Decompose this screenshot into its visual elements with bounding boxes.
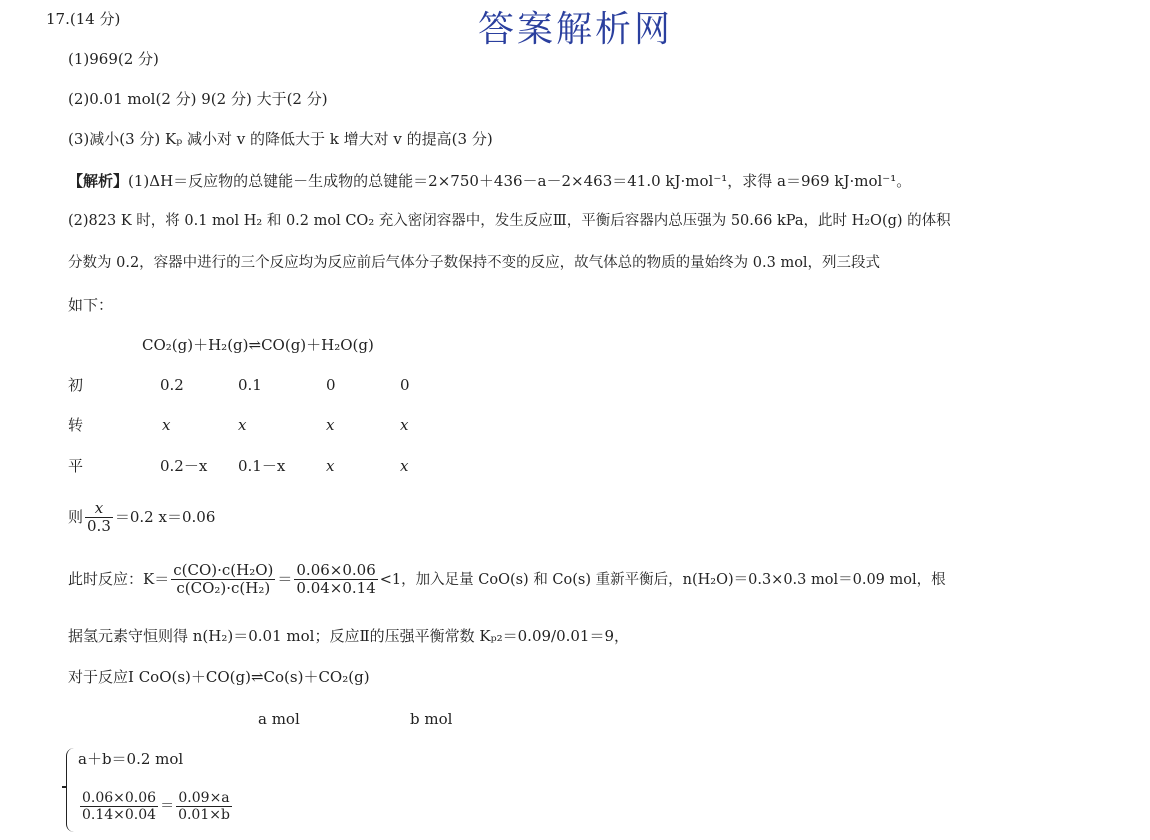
- analysis-text-1: (1)ΔH＝反应物的总键能－生成物的总键能＝2×750＋436－a－2×463＝41.0 kJ·mol⁻¹，求得 a＝969 kJ·mol⁻¹。: [128, 172, 912, 190]
- fraction-denominator: 0.14×0.04: [82, 807, 157, 824]
- answer-1: (1)969(2 分): [68, 50, 159, 68]
- analysis-paragraph-2-line-1: (2)823 K 时，将 0.1 mol H₂ 和 0.2 mol CO₂ 充入密闭容器中，发生反应Ⅲ，平衡后容器内总压强为 50.66 kPa，此时 H₂O(g) 的体积: [68, 213, 951, 229]
- table-cell: 0.2－x: [160, 457, 208, 475]
- hydrogen-conservation-line: 据氢元素守恒则得 n(H₂)＝0.01 mol；反应Ⅱ的压强平衡常数 Kₚ₂＝0.09/0.01＝9，: [68, 627, 630, 645]
- k-rest: <1，加入足量 CoO(s) 和 Co(s) 重新平衡后，n(H₂O)＝0.3×0.3 mol＝0.09 mol，根: [379, 571, 946, 588]
- reaction-equation: CO₂(g)＋H₂(g)⇌CO(g)＋H₂O(g): [142, 336, 374, 354]
- table-cell: x: [162, 416, 171, 434]
- fraction: [80, 790, 158, 823]
- row-label-equilibrium: 平: [68, 457, 84, 475]
- system-brace-tip: [62, 786, 67, 788]
- system-brace: [66, 748, 75, 832]
- amount-a: a mol: [258, 710, 300, 728]
- fraction-numerator: x: [85, 500, 113, 518]
- fraction: [85, 500, 113, 536]
- analysis-paragraph-2-line-2: 分数为 0.2，容器中进行的三个反应均为反应前后气体分子数保持不变的反应，故气体总的物质的量始终为 0.3 mol，列三段式: [68, 255, 881, 271]
- then-prefix: 则: [68, 507, 84, 526]
- system-equation-1: a＋b＝0.2 mol: [78, 750, 184, 768]
- fraction-numerator: 0.06×0.06: [82, 790, 157, 806]
- question-number: 17.(14 分): [46, 10, 121, 28]
- fraction-denominator: c(CO₂)·c(H₂): [176, 579, 271, 598]
- table-cell: 0: [400, 376, 410, 394]
- k-prefix: 此时反应：K＝: [68, 569, 170, 588]
- fraction-denominator: 0.04×0.14: [296, 579, 376, 598]
- system-equation-2: [78, 790, 234, 823]
- watermark-logo: 答案解析网: [478, 9, 674, 50]
- table-cell: x: [238, 416, 247, 434]
- amount-b: b mol: [410, 710, 453, 728]
- fraction: [176, 790, 232, 823]
- table-cell: x: [400, 457, 409, 475]
- system-equals: ＝: [160, 798, 175, 815]
- table-cell: 0.1: [238, 376, 262, 394]
- fraction-numerator: 0.06×0.06: [296, 561, 376, 579]
- row-label-change: 转: [68, 416, 84, 434]
- table-cell: x: [400, 416, 409, 434]
- answer-3: (3)减小(3 分) Kₚ 减小对 v 的降低大于 k 增大对 v 的提高(3 分): [68, 130, 493, 148]
- solve-x-line: [68, 500, 215, 536]
- analysis-paragraph-1: [68, 172, 911, 190]
- table-cell: x: [326, 416, 335, 434]
- fraction-numerator: c(CO)·c(H₂O): [173, 561, 274, 579]
- analysis-paragraph-2-line-3: 如下：: [68, 296, 114, 314]
- answer-2: (2)0.01 mol(2 分) 9(2 分) 大于(2 分): [68, 90, 328, 108]
- analysis-tag: 【解析】: [68, 172, 129, 190]
- table-cell: 0.2: [160, 376, 184, 394]
- table-cell: 0.1－x: [238, 457, 286, 475]
- k-expression-line: [68, 562, 946, 598]
- fraction-denominator: 0.01×b: [178, 807, 230, 824]
- fraction: [294, 562, 377, 598]
- reaction-1-equation: 对于反应Ⅰ CoO(s)＋CO(g)⇌Co(s)＋CO₂(g): [68, 668, 370, 686]
- k-equals: ＝: [277, 569, 293, 588]
- fraction-numerator: 0.09×a: [176, 790, 232, 807]
- row-label-initial: 初: [68, 376, 84, 394]
- fraction-denominator: 0.3: [87, 517, 111, 536]
- fraction: [171, 562, 275, 598]
- table-cell: x: [326, 457, 335, 475]
- table-cell: 0: [326, 376, 336, 394]
- solve-x-rest: ＝0.2 x＝0.06: [114, 507, 216, 526]
